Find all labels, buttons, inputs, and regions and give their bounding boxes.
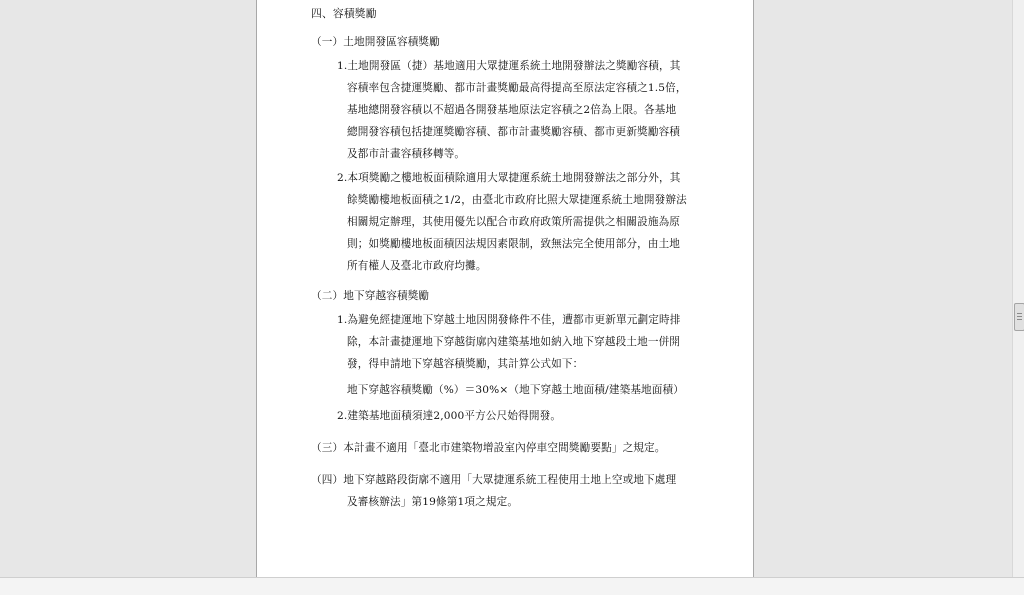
paragraph-line: 總開發容積包括捷運獎勵容積、都市計畫獎勵容積、都市更新獎勵容積 <box>347 126 681 138</box>
paragraph-line: 基地總開發容積以不超過各開發基地原法定容積之2倍為上限。各基地 <box>347 104 677 116</box>
subsection-4-line: （四）地下穿越路段街廓不適用「大眾捷運系統工程使用土地上空或地下處理 <box>311 474 677 486</box>
grip-line <box>1017 313 1022 314</box>
status-strip <box>0 577 1024 595</box>
paragraph-line: 所有權人及臺北市政府均攤。 <box>347 260 487 272</box>
paragraph-line: 2.本項獎勵之樓地板面積除適用大眾捷運系統土地開發辦法之部分外，其 <box>337 172 681 184</box>
scrollbar-thumb[interactable] <box>1014 303 1024 331</box>
subsection-heading-2: （二）地下穿越容積獎勵 <box>311 290 430 302</box>
paragraph-line: 2.建築基地面積須達2,000平方公尺始得開發。 <box>337 410 562 422</box>
paragraph-line: 1.土地開發區（捷）基地適用大眾捷運系統土地開發辦法之獎勵容積，其 <box>337 60 681 72</box>
paragraph-line: 容積率包含捷運獎勵、都市計畫獎勵最高得提高至原法定容積之1.5倍， <box>347 82 687 94</box>
paragraph-line: 相關規定辦理，其使用優先以配合市政府政策所需提供之相關設施為原 <box>347 216 681 228</box>
vertical-scrollbar[interactable] <box>1012 0 1024 577</box>
paragraph-line: 則；如獎勵樓地板面積因法規因素限制，致無法完全使用部分，由土地 <box>347 238 681 250</box>
grip-line <box>1017 319 1022 320</box>
subsection-heading-1: （一）土地開發區容積獎勵 <box>311 36 440 48</box>
subsection-4-line: 及審核辦法」第19條第1項之規定。 <box>347 496 519 508</box>
paragraph-line: 餘獎勵樓地板面積之1/2，由臺北市政府比照大眾捷運系統土地開發辦法 <box>347 194 687 206</box>
paragraph-line: 除，本計畫捷運地下穿越街廓內建築基地如納入地下穿越段土地一併開 <box>347 336 681 348</box>
paragraph-line: 發，得申請地下穿越容積獎勵，其計算公式如下： <box>347 358 584 370</box>
section-heading: 四、容積獎勵 <box>311 7 377 20</box>
subsection-3: （三）本計畫不適用「臺北市建築物增設室內停車空間獎勵要點」之規定。 <box>311 442 666 454</box>
formula-line: 地下穿越容積獎勵（%）＝30%×（地下穿越土地面積/建築基地面積） <box>347 384 685 396</box>
paragraph-line: 1.為避免經捷運地下穿越土地因開發條件不佳，遭都市更新單元劃定時排 <box>337 314 681 326</box>
document-page <box>256 0 754 577</box>
grip-line <box>1017 316 1022 317</box>
paragraph-line: 及都市計畫容積移轉等。 <box>347 148 466 160</box>
